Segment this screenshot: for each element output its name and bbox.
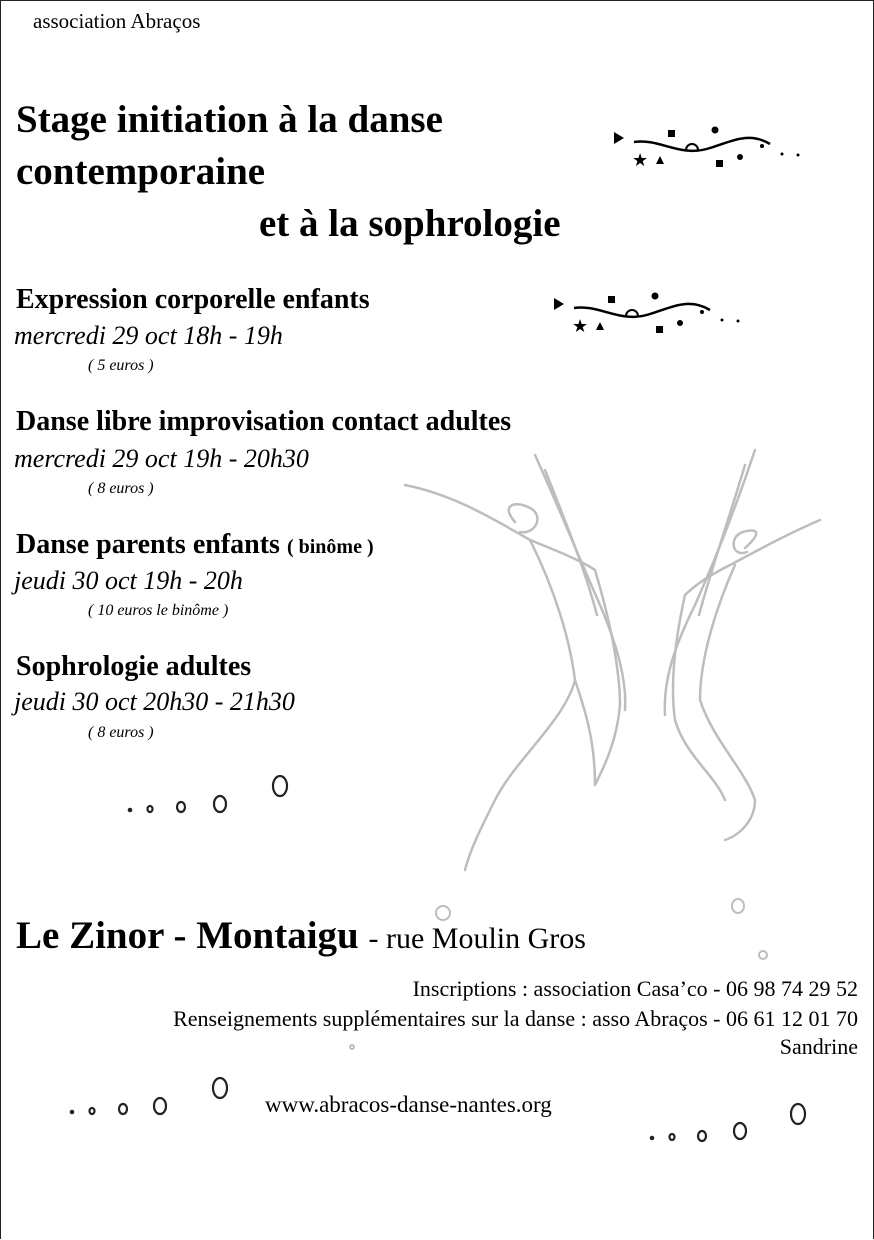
ornament-mid-icon	[550, 290, 750, 338]
registration-line: Inscriptions : association Casa’co - 06 98 74 29 52	[412, 976, 858, 1001]
association-label: association Abraços	[33, 9, 201, 33]
title-line-1: Stage initiation à la danse	[16, 98, 443, 141]
svg-text:★: ★	[632, 150, 649, 171]
session-3-when: jeudi 30 oct 19h - 20h	[14, 566, 243, 595]
bubbles-bottom-right-icon	[640, 1096, 820, 1146]
bubbles-bottom-left-icon	[60, 1070, 240, 1120]
info-line: Renseignements supplémentaires sur la danse : asso Abraços - 06 61 12 01 70	[173, 1006, 858, 1031]
session-3-heading	[16, 529, 374, 561]
session-4-price: ( 8 euros )	[88, 724, 154, 741]
session-4-name: Sophrologie adultes	[16, 651, 252, 682]
session-2-name: Danse libre improvisation contact adultes	[16, 406, 512, 437]
title-line-3: et à la sophrologie	[259, 202, 561, 245]
contact-name: Sandrine	[779, 1034, 858, 1059]
dancers-sketch-icon	[395, 440, 835, 880]
session-3-name: Danse parents enfants	[16, 529, 280, 560]
session-4-when: jeudi 30 oct 20h30 - 21h30	[14, 687, 295, 716]
website-link[interactable]: www.abracos-danse-nantes.org	[265, 1092, 552, 1117]
session-1-when: mercredi 29 oct 18h - 19h	[14, 321, 283, 350]
faint-bubbles-icon	[425, 895, 775, 1055]
session-1-price: ( 5 euros )	[88, 357, 154, 374]
venue-name: Le Zinor - Montaigu	[16, 914, 359, 957]
svg-text:★: ★	[572, 316, 589, 337]
session-2-when: mercredi 29 oct 19h - 20h30	[14, 444, 309, 473]
session-2-price: ( 8 euros )	[88, 480, 154, 497]
session-3-extra: ( binôme )	[286, 536, 374, 558]
session-3-price: ( 10 euros le binôme )	[88, 602, 229, 619]
venue-street: - rue Moulin Gros	[368, 922, 586, 955]
ornament-top-icon	[610, 124, 810, 172]
bubbles-icon	[120, 768, 300, 818]
title-line-2: contemporaine	[16, 150, 266, 193]
session-1-name: Expression corporelle enfants	[16, 284, 370, 315]
